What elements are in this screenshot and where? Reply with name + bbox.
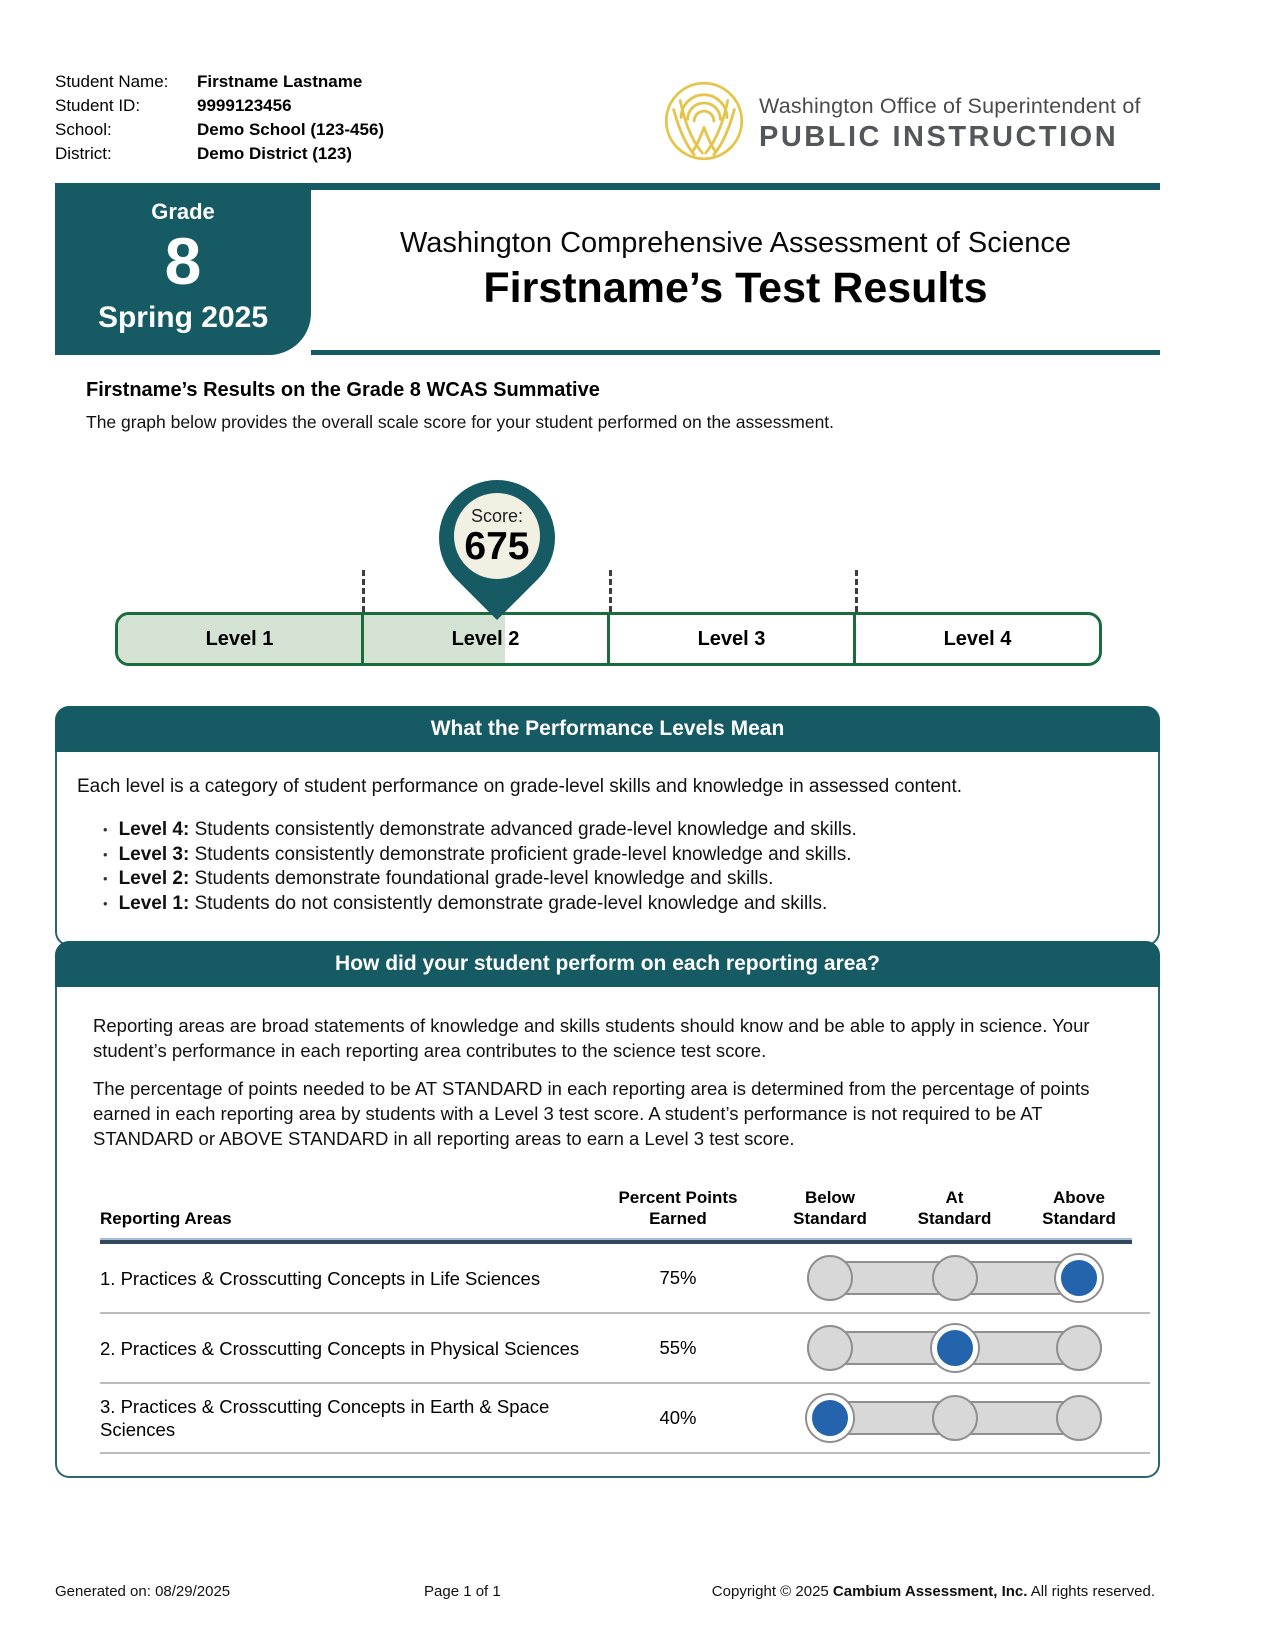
report-banner [55, 183, 1160, 355]
col-reporting-areas: Reporting Areas [100, 1209, 232, 1228]
generated-date: Generated on: 08/29/2025 [55, 1583, 231, 1600]
bullet-icon: • [103, 895, 108, 911]
below-standard-dot [807, 1325, 853, 1371]
reporting-paragraph-1: Reporting areas are broad statements of knowledge and skills students should know and be able to apply in science. Your student’s performance in each reporting area contributes to the science test score. [93, 1015, 1090, 1061]
score-marker [439, 480, 555, 622]
student-id-label: Student ID: [55, 96, 141, 115]
report-title: Firstname’s Test Results [483, 264, 988, 312]
performance-levels-panel [55, 706, 1160, 946]
level-divider-dash-3 [855, 570, 858, 612]
reporting-paragraph-2: The percentage of points needed to be AT STANDARD in each reporting area is determined from the percentage of points earned in each reporting area by students with a Level 3 test score. A student’s performance is not required to be AT STANDARD or ABOVE STANDARD in all reporting areas to earn a Level 3 test score. [93, 1078, 1090, 1149]
student-name-value: Firstname Lastname [197, 72, 363, 91]
at-standard-dot [932, 1395, 978, 1441]
assessment-name: Washington Comprehensive Assessment of Science [399, 227, 1072, 259]
col-percent-points: Percent Points Earned [618, 1188, 738, 1228]
table-row [100, 1244, 1102, 1312]
below-standard-dot [807, 1395, 853, 1441]
results-heading: Firstname’s Results on the Grade 8 WCAS Summative [86, 379, 600, 401]
table-row [100, 1314, 1102, 1382]
performance-levels-header: What the Performance Levels Mean [55, 706, 1160, 752]
score-scale-graphic [115, 480, 1102, 665]
district-label: District: [55, 144, 112, 163]
bullet-icon: • [103, 846, 108, 862]
agency-name-line2: PUBLIC INSTRUCTION [759, 120, 1119, 153]
table-row [100, 1384, 1102, 1452]
standard-indicator [807, 1394, 1102, 1442]
reporting-area-name: 1. Practices & Crosscutting Concepts in Life Sciences [100, 1267, 541, 1289]
student-info-block [55, 70, 384, 165]
school-label: School: [55, 120, 112, 139]
score-value: 675 [464, 524, 530, 568]
performance-levels-body [55, 752, 1160, 946]
score-bubble [454, 493, 540, 579]
reporting-area-name: 3. Practices & Crosscutting Concepts in Earth & Space Sciences [100, 1396, 550, 1440]
level-3-segment: Level 3 [607, 615, 853, 663]
level-2-segment: Level 2 [361, 615, 607, 663]
agency-header [663, 80, 1141, 167]
score-label: Score: [470, 505, 523, 526]
percent-points-value: 40% [659, 1407, 697, 1428]
above-standard-dot [1056, 1395, 1102, 1441]
reporting-area-name: 2. Practices & Crosscutting Concepts in Physical Sciences [100, 1337, 580, 1359]
col-at-standard: At Standard [917, 1188, 992, 1228]
level-divider-dash-2 [609, 570, 612, 612]
banner-title [311, 190, 1160, 355]
district-value: Demo District (123) [197, 144, 352, 163]
table-header-row [100, 1187, 1116, 1238]
copyright-notice: Copyright © 2025 Cambium Assessment, Inc. All rights reserved. [711, 1583, 1155, 1600]
grade-number: 8 [164, 224, 202, 298]
reporting-areas-panel [55, 941, 1160, 1478]
ospi-logo-icon [663, 80, 745, 167]
percent-points-value: 55% [659, 1337, 697, 1358]
performance-levels-intro: Each level is a category of student performance on grade-level skills and knowledge in assessed content. [77, 776, 963, 797]
at-standard-dot [932, 1255, 978, 1301]
grade-label: Grade [151, 199, 215, 224]
page-number: Page 1 of 1 [424, 1583, 501, 1600]
reporting-areas-header: How did your student perform on each reporting area? [55, 941, 1160, 987]
student-name-label: Student Name: [55, 72, 169, 91]
results-description: The graph below provides the overall scale score for your student performed on the assessment. [86, 412, 835, 432]
level-scale-bar [115, 612, 1102, 666]
level-1-bullet: • Level 1: Students do not consistently demonstrate grade-level knowledge and skills. [75, 892, 1142, 917]
standard-indicator [807, 1254, 1102, 1302]
level-2-bullet: • Level 2: Students demonstrate foundational grade-level knowledge and skills. [75, 867, 1142, 892]
above-standard-dot [1056, 1255, 1102, 1301]
level-divider-dash-1 [362, 570, 365, 612]
level-4-bullet: • Level 4: Students consistently demonstrate advanced grade-level knowledge and skills. [75, 818, 1142, 843]
at-standard-dot [932, 1325, 978, 1371]
grade-term: Spring 2025 [97, 301, 269, 334]
below-standard-dot [807, 1255, 853, 1301]
col-above-standard: Above Standard [1042, 1188, 1116, 1228]
standard-indicator [807, 1324, 1102, 1372]
above-standard-dot [1056, 1325, 1102, 1371]
standard-column-headers [793, 1187, 1116, 1229]
level-4-segment: Level 4 [853, 615, 1099, 663]
level-3-bullet: • Level 3: Students consistently demonstrate proficient grade-level knowledge and skills. [75, 843, 1142, 868]
percent-points-value: 75% [659, 1267, 697, 1288]
bullet-icon: • [103, 871, 108, 886]
reporting-areas-body [55, 987, 1160, 1478]
row-separator [100, 1452, 1150, 1454]
bullet-icon: • [103, 822, 108, 837]
agency-name-line1: Washington Office of Superintendent of [759, 93, 1141, 118]
col-below-standard: Below Standard [793, 1188, 867, 1228]
level-1-segment: Level 1 [205, 627, 274, 650]
student-id-value: 9999123456 [197, 96, 292, 115]
school-value: Demo School (123-456) [197, 120, 385, 139]
grade-box [55, 183, 311, 355]
